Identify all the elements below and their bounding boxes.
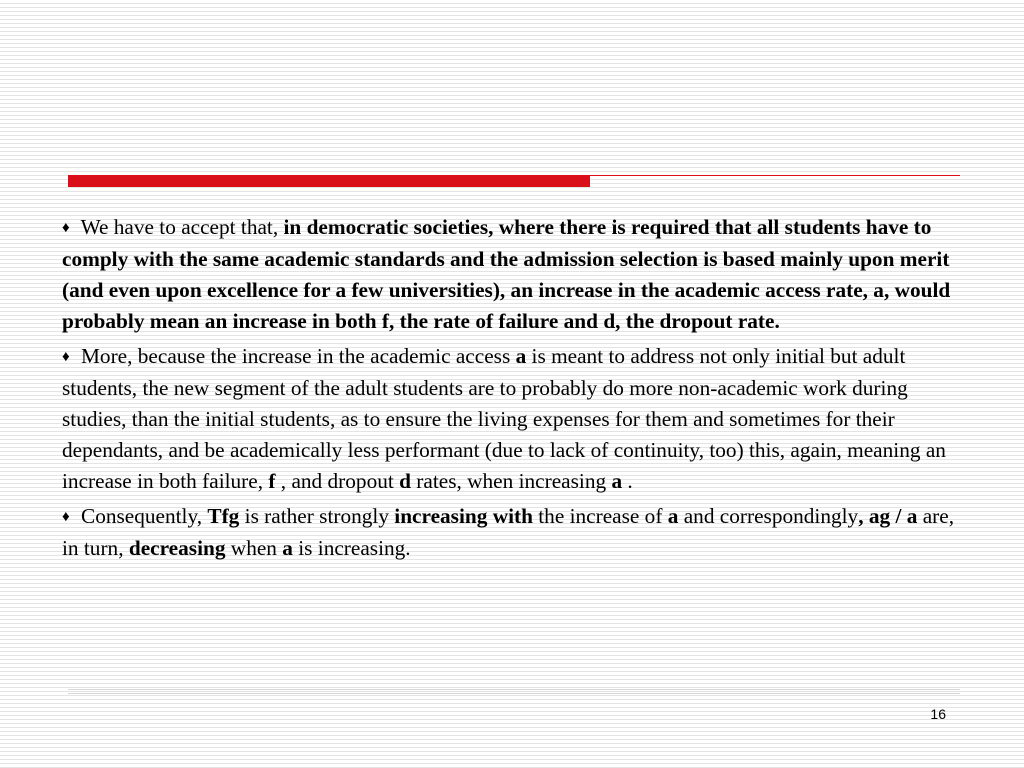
bold-text-run: in democratic societies, where there is required that all students have to comply with the same academic standards and the admission selection is based mainly upon merit (and even upon excellence for a few universities), an increase in the academic access rate, a, would probably mean an increase in both f, the rate of failure and d, the dropout rate. bbox=[62, 215, 951, 333]
diamond-bullet-icon: ♦ bbox=[62, 349, 70, 365]
text-run: Consequently, bbox=[80, 504, 208, 528]
diamond-bullet-icon: ♦ bbox=[62, 509, 70, 525]
text-run: the increase of bbox=[532, 504, 668, 528]
footer-divider-bottom bbox=[68, 693, 960, 694]
text-run: rates, when increasing bbox=[410, 469, 612, 493]
text-run: . bbox=[622, 469, 633, 493]
bold-text-run: f bbox=[268, 469, 276, 493]
bold-text-run: decreasing bbox=[128, 536, 226, 560]
bold-text-run: Tfg bbox=[207, 504, 240, 528]
text-run: More, because the increase in the academic access bbox=[80, 344, 516, 368]
title-accent-line bbox=[590, 175, 960, 176]
text-run: We have to accept that, bbox=[80, 215, 284, 239]
page-number: 16 bbox=[930, 706, 946, 722]
bold-text-run: a bbox=[282, 536, 293, 560]
text-run: , and dropout bbox=[275, 469, 400, 493]
bullet-paragraph-1 bbox=[62, 212, 962, 337]
bold-text-run: a bbox=[667, 504, 679, 528]
bold-text-run: increasing with bbox=[394, 504, 533, 528]
text-run: and correspondingly bbox=[678, 504, 859, 528]
slide-body bbox=[62, 212, 962, 568]
bold-text-run: , ag / a bbox=[858, 504, 918, 528]
text-run: is increasing. bbox=[292, 536, 411, 560]
bold-text-run: a bbox=[611, 469, 623, 493]
text-run: is rather strongly bbox=[239, 504, 395, 528]
text-run: is meant to address not only initial but adult students, the new segment of the adult students are to probably do more non-academic work during studies, than the initial students, as to ensure the living expenses for them and sometimes for their dependants, and be academically less performant (due to lack of continuity, too) this, again, meaning an increase in both failure, bbox=[62, 344, 946, 493]
diamond-bullet-icon: ♦ bbox=[62, 220, 70, 236]
text-run: are, in turn, bbox=[62, 504, 955, 560]
bold-text-run: d bbox=[399, 469, 411, 493]
bold-text-run: a bbox=[515, 344, 527, 368]
title-accent-bar bbox=[68, 175, 590, 187]
footer-divider-top bbox=[68, 689, 960, 690]
text-run: when bbox=[225, 536, 283, 560]
bullet-paragraph-2 bbox=[62, 341, 962, 497]
bullet-paragraph-3 bbox=[62, 501, 962, 564]
